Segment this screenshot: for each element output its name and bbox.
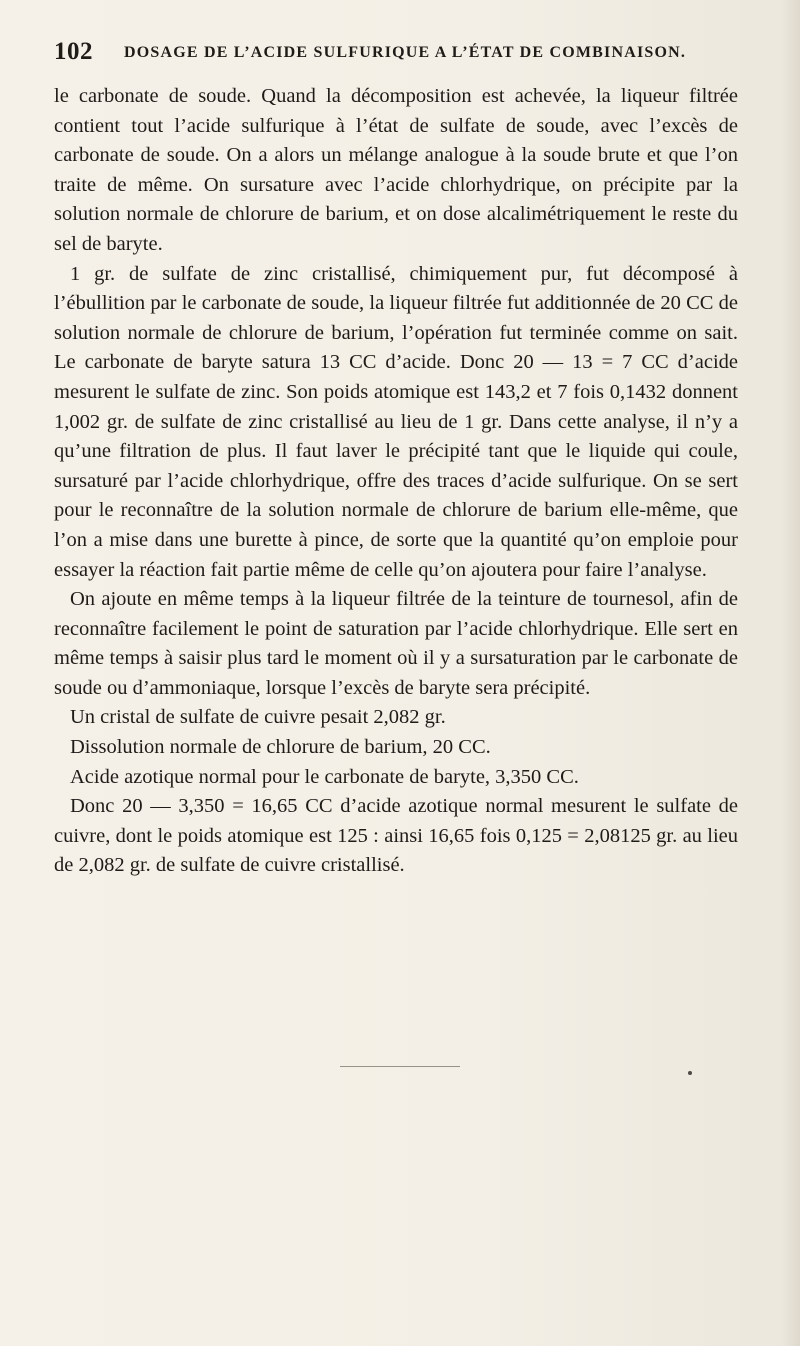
paragraph-nitric-acid: Acide azotique normal pour le carbonate de baryte, 3,350 CC. xyxy=(70,765,579,788)
paragraph-copper-crystal: Un cristal de sulfate de cuivre pesait 2,082 gr. xyxy=(70,706,446,729)
body-text xyxy=(54,82,738,881)
end-rule xyxy=(340,1066,460,1067)
ink-mark xyxy=(688,1071,692,1075)
paragraph-continuation: le carbonate de soude. Quand la décomposition est achevée, la liqueur filtrée contient tout l’acide sulfurique à l’état de sulfate de soude, avec l’excès de carbonate de soude. On a alors un mélange analogue à la soude brute et que l’on traite de même. On sursature avec l’acide chlorhydrique, on précipite par la solution normale de chlorure de barium, et on dose alcalimétriquement le reste du sel de baryte. xyxy=(54,85,738,255)
paragraph-zinc-sulfate: 1 gr. de sulfate de zinc cristallisé, chimiquement pur, fut décomposé à l’ébullition par le carbonate de soude, la liqueur filtrée fut additionnée de 20 CC de solution normale de chlorure de barium, l’opération fut terminée comme on sait. Le carbonate de baryte satura 13 CC d’acide. Donc 20 — 13 = 7 CC d’acide mesurent le sulfate de zinc. Son poids atomique est 143,2 et 7 fois 0,1432 donnent 1,002 gr. de sulfate de zinc cristallisé au lieu de 1 gr. Dans cette analyse, il n’y a qu’une filtration de plus. Il faut laver le précipité tant que le liquide qui coule, sursaturé par l’acide chlorhydrique, offre des traces d’acide sulfurique. On se sert pour le reconnaître de la solution normale de chlorure de barium elle-même, que l’on a mise dans une burette à pince, de sorte que la quantité qu’on emploie pour essayer la réaction fait partie même de celle qu’on ajoutera pour faire l’analyse. xyxy=(54,262,738,581)
paragraph-copper-result: Donc 20 — 3,350 = 16,65 CC d’acide azotique normal mesurent le sulfate de cuivre, dont le poids atomique est 125 : ainsi 16,65 fois 0,125 = 2,08125 gr. au lieu de 2,082 gr. de sulfate de cuivre cristallisé. xyxy=(54,795,738,877)
page-edge-shadow xyxy=(782,0,800,1346)
running-head: DOSAGE DE L’ACIDE SULFURIQUE A L’ÉTAT DE COMBINAISON. xyxy=(124,44,687,61)
page-header xyxy=(54,38,734,68)
page-number: 102 xyxy=(54,38,93,65)
paragraph-barium-solution: Dissolution normale de chlorure de barium, 20 CC. xyxy=(70,736,491,759)
paragraph-litmus: On ajoute en même temps à la liqueur filtrée de la teinture de tournesol, afin de reconnaître facilement le point de saturation par l’acide chlorhydrique. Elle sert en même temps à saisir plus tard le moment où il y a sursaturation par le carbonate de soude ou d’ammoniaque, lorsque l’excès de baryte sera précipité. xyxy=(54,588,738,699)
